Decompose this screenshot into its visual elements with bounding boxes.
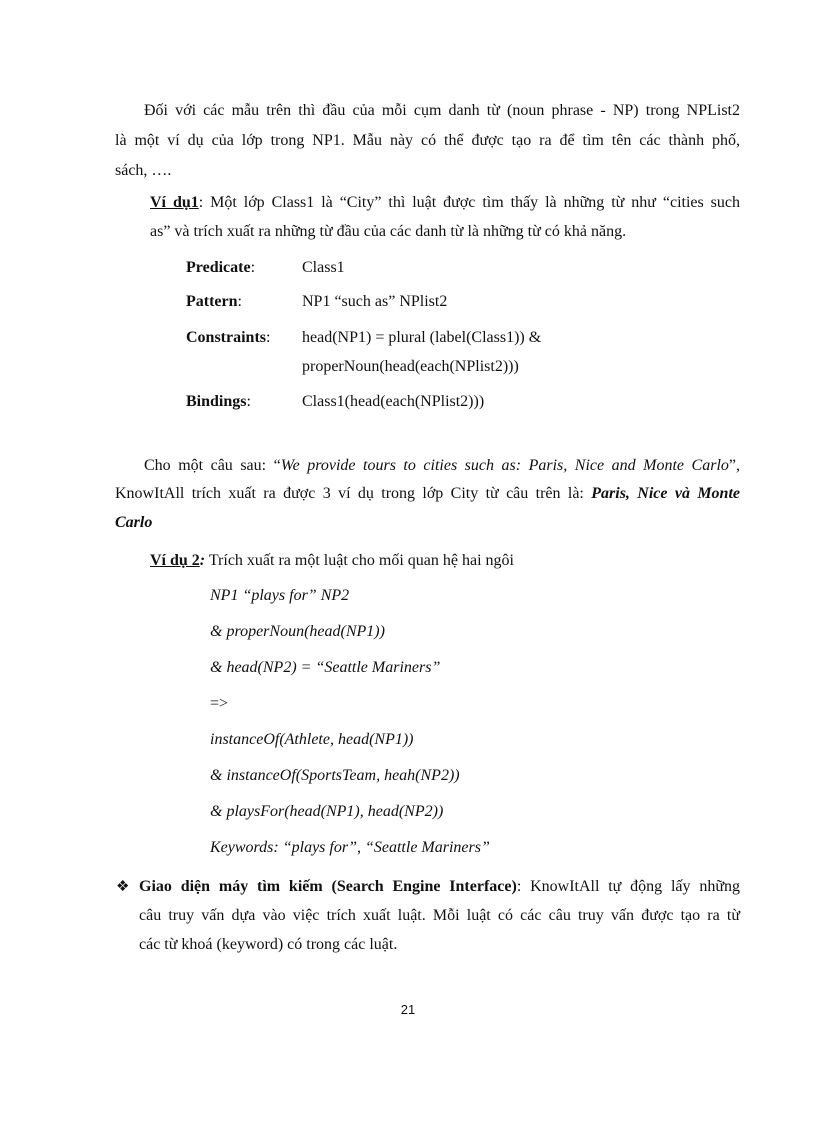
example1-label: Ví dụ1	[150, 194, 199, 211]
code-line-8: Keywords: “plays for”, “Seattle Mariners”	[210, 839, 490, 856]
example1-line-2: as” và trích xuất ra những từ đầu của các danh từ là những từ có khả năng.	[150, 223, 627, 240]
diamond-bullet-icon: ❖	[116, 879, 130, 895]
intro-line-3: sách, ….	[115, 162, 172, 179]
rule-key-predicate: Predicate:	[186, 259, 256, 276]
sentence-line-3: Carlo	[115, 514, 153, 531]
code-line-6: & instanceOf(SportsTeam, heah(NP2))	[210, 767, 460, 784]
code-line-2: & properNoun(head(NP1))	[210, 623, 385, 640]
example1-line-1-text: : Một lớp Class1 là “City” thì luật được tìm thấy là những từ như “cities such	[198, 194, 741, 211]
rule-value-predicate: Class1	[302, 259, 345, 276]
intro-line-2: là một ví dụ của lớp trong NP1. Mẫu này có thể được tạo ra để tìm tên các thành phố,	[115, 132, 740, 149]
code-line-7: & playsFor(head(NP1), head(NP2))	[210, 803, 444, 820]
intro-line-1: Đối với các mẫu trên thì đầu của mỗi cụm danh từ (noun phrase - NP) trong NPList2	[144, 102, 740, 119]
code-line-1: NP1 “plays for” NP2	[210, 587, 350, 604]
bullet-line-3: các từ khoá (keyword) có trong các luật.	[139, 936, 398, 953]
sentence-quote: We provide tours to cities such as: Paris, Nice and Monte Carlo	[280, 457, 729, 474]
bullet-line-1: Giao diện máy tìm kiếm (Search Engine Interface): KnowItAll tự động lấy những	[139, 878, 741, 895]
bullet-title: Giao diện máy tìm kiếm (Search Engine Interface)	[139, 878, 517, 895]
example2-heading-text: Trích xuất ra một luật cho mối quan hệ hai ngôi	[205, 552, 514, 569]
example2-heading: Ví dụ 2: Trích xuất ra một luật cho mối quan hệ hai ngôi	[150, 552, 514, 569]
page-number: 21	[400, 1002, 416, 1017]
code-line-3: & head(NP2) = “Seattle Mariners”	[210, 659, 441, 676]
code-line-4: =>	[210, 695, 229, 712]
bullet-line-2: câu truy vấn dựa vào việc trích xuất luật. Mỗi luật có các câu truy vấn được tạo ra từ	[139, 907, 740, 924]
sentence-bold-examples: Paris, Nice và Monte	[591, 485, 740, 502]
rule-value-bindings: Class1(head(each(NPlist2)))	[302, 393, 485, 410]
rule-key-pattern: Pattern:	[186, 293, 242, 310]
rule-value-constraints: head(NP1) = plural (label(Class1)) &	[302, 329, 542, 346]
rule-key-constraints: Constraints:	[186, 329, 271, 346]
sentence-line-2: KnowItAll trích xuất ra được 3 ví dụ trong lớp City từ câu trên là: Paris, Nice và Monte	[115, 485, 740, 502]
rule-key-bindings: Bindings:	[186, 393, 251, 410]
rule-value-pattern: NP1 “such as” NPlist2	[302, 293, 448, 310]
example2-label: Ví dụ 2	[150, 552, 200, 569]
sentence-line-1: Cho một câu sau: “We provide tours to cities such as: Paris, Nice and Monte Carlo”,	[144, 457, 741, 474]
rule-value-constraints-2: properNoun(head(each(NPlist2)))	[302, 358, 519, 375]
code-line-5: instanceOf(Athlete, head(NP1))	[210, 731, 414, 748]
example1-line-1	[150, 193, 740, 213]
